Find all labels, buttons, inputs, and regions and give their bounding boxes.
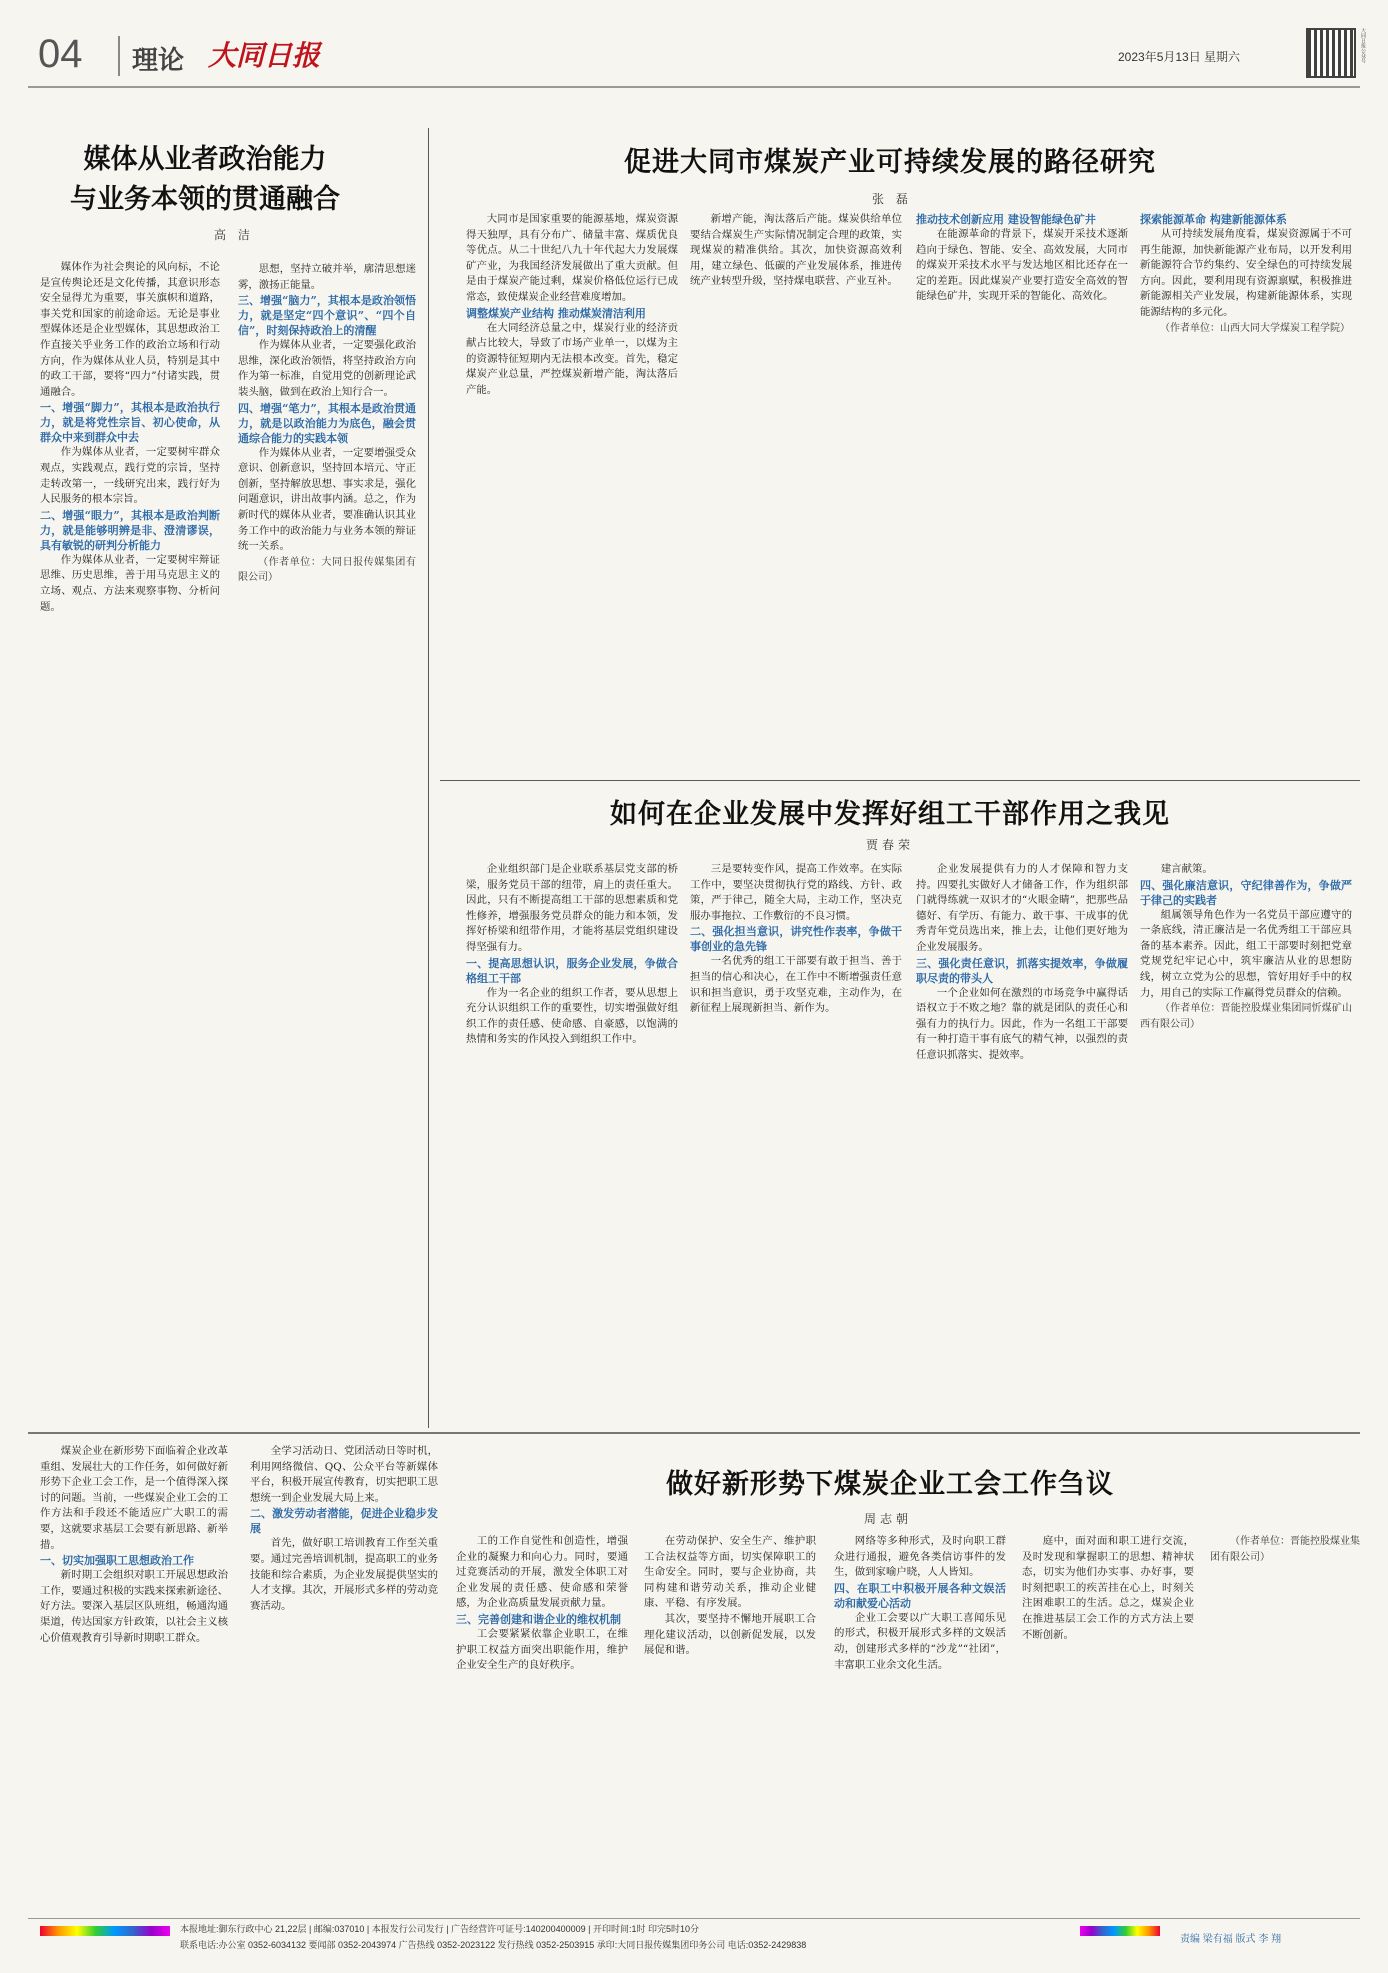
section-heading: 一、切实加强职工思想政治工作 [40, 1554, 194, 1568]
qr-caption: 大同日报公众号 [1360, 28, 1366, 63]
article-title: 媒体从业者政治能力 与业务本领的贯通融合 [70, 144, 340, 215]
section-heading: 四、在职工中积极开展各种文娱活动和献爱心活动 [834, 1581, 1006, 1610]
section-heading: 三、强化责任意识，抓落实提效率，争做履职尽责的带头人 [916, 956, 1128, 985]
article-column: 网络等多种形式，及时向职工群众进行通报，避免各类信访事件的发生，做到家喻户晓，人人皆知。 四、在职工中积极开展各种文娱活动和献爱心活动 企业工会要以广大职工喜闻乐见的形式，积极开展形式多样的文娱活动，创建形式多样的“沙龙”“社团”，丰富职工业余文化生活。 [834, 1535, 1006, 1671]
masthead-rule [28, 86, 1360, 88]
article-title: 做好新形势下煤炭企业工会工作刍议 [666, 1469, 1114, 1500]
section-heading: 三、完善创建和谐企业的维权机制 [456, 1612, 621, 1626]
article-author: 贾春荣 [866, 838, 915, 852]
section-heading: 一、增强“脚力”，其根本是政治执行力，就是将党性宗旨、初心使命，从群众中来到群众中去 [40, 401, 220, 445]
article-column: 在劳动保护、安全生产、维护职工合法权益等方面，切实保障职工的生命安全。同时，要与企业协商，共同构建和谐劳动关系，推动企业健康、平稳、有序发展。 其次，要坚持不懈地开展职工合理化建议活动，以创新促发展，以发展促和谐。 [644, 1535, 816, 1657]
article-author: 周志朝 [864, 1512, 913, 1526]
section-heading: 一、提高思想认识，服务企业发展，争做合格组工干部 [466, 956, 678, 985]
color-bar-left [40, 1926, 170, 1936]
author-affiliation: （作者单位：晋能控股煤业集团有限公司） [1210, 1536, 1360, 1563]
article-column: 新增产能，淘汰落后产能。煤炭供给单位要结合煤炭生产实际情况制定合理的政策，实现煤炭的精准供给。其次，加快资源高效利用，建立绿色、低碳的产业发展体系，推进传统产业转型升级，坚持煤电联营、产业互补。 [690, 213, 902, 288]
article-column: 工的工作自觉性和创造性，增强企业的凝聚力和向心力。同时，要通过竞赛活动的开展，激发全体职工对企业发展的责任感、使命感和荣誉感，为企业高质量发展贡献力量。 三、完善创建和谐企业的维权机制 工会要紧紧依靠企业职工，在维护职工权益方面突出职能作用，维护企业安全生产的良好秩序。 [456, 1535, 628, 1672]
article-column: 全学习活动日、党团活动日等时机，利用网络微信、QQ、公众平台等新媒体平台，积极开展宣传教育，切实把职工思想统一到企业发展大局上来。 二、激发劳动者潜能，促进企业稳步发展 首先，做好职工培训教育工作至关重要。通过完善培训机制，提高职工的业务技能和综合素质，为企业发展提供坚实的人才支撑。其次，开展形式多样的劳动竞赛活动。 [250, 1445, 438, 1612]
page-number: 04 [38, 32, 83, 76]
masthead [28, 28, 1366, 88]
article-divider [440, 780, 1360, 781]
newspaper-logo: 大同日报 [208, 39, 321, 72]
section-heading: 调整煤炭产业结构 推动煤炭清洁利用 [466, 306, 646, 320]
article-column: 媒体作为社会舆论的风向标，不论是宣传舆论还是文化传播，其意识形态安全显得尤为重要，事关旗帜和道路，事关党和国家的前途命运。无论是事业型媒体还是企业型媒体，其思想政治工作直接关乎业务工作的政治立场和行动方向，作为媒体从业人员，特别是其中的政工干部，要将“四力”付诸实践，贯通融合。 一、增强“脚力”，其根本是政治执行力，就是将党性宗旨、初心使命，从群众中来到群众中去 作为媒体从业者，一定要树牢群众观点，实践观点，践行党的宗旨，坚持走转改第一，一线研究出来，践行好为人民服务的根本宗旨。 二、增强“眼力”，其根本是政治判断力，就是能够明辨是非、澄清谬误，具有敏锐的研判分析能力 作为媒体从业者，一定要树牢辩证思维、历史思维，善于用马克思主义的立场、观点、方法来观察事物、分析问题。 [40, 261, 220, 613]
separator-bar [118, 36, 120, 76]
section-heading: 四、增强“笔力”，其根本是政治贯通力，就是以政治能力为底色，融会贯通综合能力的实践本领 [238, 401, 416, 445]
article-column: 企业发展提供有力的人才保障和智力支持。四要扎实做好人才储备工作，作为组织部门就得练就一双识才的“火眼金睛”，把那些品德好、有学历、有能力、敢干事、干成事的优秀青年党员选出来，推上去，让他们更好地为企业发展服务。 三、强化责任意识，抓落实提效率，争做履职尽责的带头人 一个企业如何在激烈的市场竞争中赢得话语权立于不败之地？靠的就是团队的责任心和强有力的执行力。因此，作为一名组工干部要有一种打造干事有底气的精气神，以强烈的责任意识抓落实、提效率。 [916, 863, 1128, 1061]
section-heading: 二、激发劳动者潜能，促进企业稳步发展 [250, 1507, 438, 1536]
color-bar-right [1080, 1926, 1160, 1936]
article-title: 促进大同市煤炭产业可持续发展的路径研究 [624, 147, 1156, 178]
article-column: 建言献策。 四、强化廉洁意识，守纪律善作为，争做严于律己的实践者 組属领导角色作为一名党员干部应遵守的一条底线，清正廉洁是一名优秀组工干部应具备的基本素养。因此，组工干部要时刻把党章党规党纪牢记心中，筑牢廉洁从业的思想防线，树立立党为公的思想，管好用好手中的权力，用自己的实际工作赢得党员群众的信赖。 （作者单位：晋能控股煤业集团同忻煤矿山西有限公司） [1140, 862, 1352, 1424]
article-column: 庭中，面对面和职工进行交流，及时发现和掌握职工的思想、精神状态，切实为他们办实事、办好事，要时刻把职工的疾苦挂在心上，时刻关注困难职工的生活。总之，煤炭企业在推进基层工会工作的方式方法上要不断创新。 [1022, 1535, 1194, 1641]
author-affiliation: （作者单位：大同日报传媒集团有限公司） [238, 556, 416, 584]
article-column: 大同市是国家重要的能源基地，煤炭资源得天独厚，具有分布广、储量丰富、煤质优良等优点。从二十世纪八九十年代起大力发展煤矿产业，为我国经济发展做出了重大贡献。但是由于煤炭产能过剩，煤炭价格低位运行已成常态，致使煤炭企业经营难度增加。 调整煤炭产业结构 推动煤炭清洁利用 在大同经济总量之中，煤炭行业的经济贡献占比较大，导致了市场产业单一，以煤为主的资源特征短期内无法根本改变。首先，稳定煤炭产业总量，严控煤炭新增产能，淘汰落后产能。 [466, 213, 678, 396]
article-title: 如何在企业发展中发挥好组工干部作用之我见 [610, 799, 1170, 830]
article-column: 企业组织部门是企业联系基层党支部的桥梁，服务党员干部的纽带，肩上的责任重大。因此，只有不断提高组工干部的思想素质和党性修养，增强服务党员群众的能力和本领，发挥好桥梁和纽带作用，才能将基层党组织建设得坚强有力。 一、提高思想认识，服务企业发展，争做合格组工干部 作为一名企业的组织工作者，要从思想上充分认识组织工作的重要性，切实增强做好组织工作的责任感、使命感、自豪感，以饱满的热情和务实的作风投入到组织工作中。 [466, 863, 678, 1046]
section-name: 理论 [132, 46, 185, 76]
section-heading: 二、强化担当意识，讲究性作表率，争做干事创业的急先锋 [690, 925, 902, 954]
editor-credits: 责编 梁有福 版式 李 翔 [1180, 1934, 1282, 1945]
issue-date: 2023年5月13日 星期六 [1118, 50, 1241, 64]
article-divider [28, 1432, 1360, 1434]
article-author: 高 洁 [214, 228, 254, 242]
article-author: 张 磊 [872, 192, 912, 206]
article-column: 探索能源革命 构建新能源体系 从可持续发展角度看，煤炭资源属于不可再生能源，加快新能源产业布局，以开发利用新能源符合节约集约、安全绿色的可持续发展方向。因此，要利用现有资源禀赋，积极推进新能源相关产业发展，构建新能源体系，实现能源结构的多元化。 （作者单位：山西大同大学煤炭工程学院） [1140, 212, 1352, 772]
footer-info: 本报地址:御东行政中心 21,22层 | 邮编:037010 | 本报发行公司发行 | 广告经营许可证号:140200400009 | 开印时间:1时 印完5时10分 [180, 1924, 700, 1934]
author-affiliation: （作者单位：山西大同大学煤炭工程学院） [1160, 322, 1350, 334]
section-heading: 三、增强“脑力”，其根本是政治领悟力，就是坚定“四个意识”、“四个自信”，时刻保持政治上的清醒 [238, 294, 416, 338]
column-divider [428, 128, 429, 1428]
footer-rule [28, 1918, 1360, 1919]
article-column: 煤炭企业在新形势下面临着企业改革重组、发展壮大的工作任务，如何做好新形势下企业工会工作，是一个值得深入探讨的问题。当前，一些煤炭企业工会的工作方法和手段还不能适应广大职工的需要，这就要求基层工会要有新思路、新举措。 一、切实加强职工思想政治工作 新时期工会组织对职工开展思想政治工作，要通过积极的实践来探索新途径、好方法。要深入基层区队班组，畅通沟通渠道，传达国家方针政策，以社会主义核心价值观教育引导新时期职工群众。 [40, 1445, 228, 1644]
section-heading: 四、强化廉洁意识，守纪律善作为，争做严于律己的实践者 [1140, 878, 1352, 907]
article-column [1210, 1534, 1360, 1904]
qr-code-icon [1306, 28, 1356, 78]
section-heading: 二、增强“眼力”，其根本是政治判断力，就是能够明辨是非、澄清谬误，具有敏锐的研判分析能力 [40, 508, 220, 552]
footer-contacts: 联系电话:办公室 0352-6034132 要闻部 0352-2043974 广告热线 0352-2023122 发行热线 0352-2503915 承印:大同日报传媒集团印务公司 电话:0352-2429838 [180, 1940, 807, 1950]
article-column: 思想，坚持立破并举，廓清思想迷雾，激扬正能量。 三、增强“脑力”，其根本是政治领悟力，就是坚定“四个意识”、“四个自信”，时刻保持政治上的清醒 作为媒体从业者，一定要强化政治思维，深化政治领悟，将坚持政治方向作为第一标准，自觉用党的创新理论武装头脑，做到在政治上知行合一。 四、增强“笔力”，其根本是政治贯通力，就是以政治能力为底色，融会贯通综合能力的实践本领 作为媒体从业者，一定要增强受众意识、创新意识，坚持回本培元、守正创新，坚持解放思想、事实求是，强化问题意识，讲出故事内涵。总之，作为新时代的媒体从业者，要准确认识其业务工作中的政治能力与业务本领的辩证统一关系。 （作者单位：大同日报传媒集团有限公司） [238, 262, 416, 1425]
section-heading: 探索能源革命 构建新能源体系 [1140, 213, 1287, 226]
article-column: 推动技术创新应用 建设智能绿色矿井 在能源革命的背景下，煤炭开采技术逐渐趋向于绿色、智能、安全、高效发展，大同市的煤炭开采技术水平与发达地区相比还存在一定的差距。因此煤炭产业要打造安全高效的智能绿色矿井，实现开采的智能化、高效化。 [916, 213, 1128, 303]
section-heading: 推动技术创新应用 建设智能绿色矿井 [916, 213, 1096, 226]
author-affiliation: （作者单位：晋能控股煤业集团同忻煤矿山西有限公司） [1140, 1003, 1352, 1030]
article-column: 三是要转变作风，提高工作效率。在实际工作中，要坚决贯彻执行党的路线、方针、政策，严于律己，随全大局，主动工作，坚决克服办事拖拉、工作敷衍的不良习惯。 二、强化担当意识，讲究性作表率，争做干事创业的急先锋 一名优秀的组工干部要有敢于担当、善于担当的信心和决心，在工作中不断增强责任意识和担当意识，勇于攻坚克难，主动作为，在新征程上展现新担当、新作为。 [690, 863, 902, 1015]
